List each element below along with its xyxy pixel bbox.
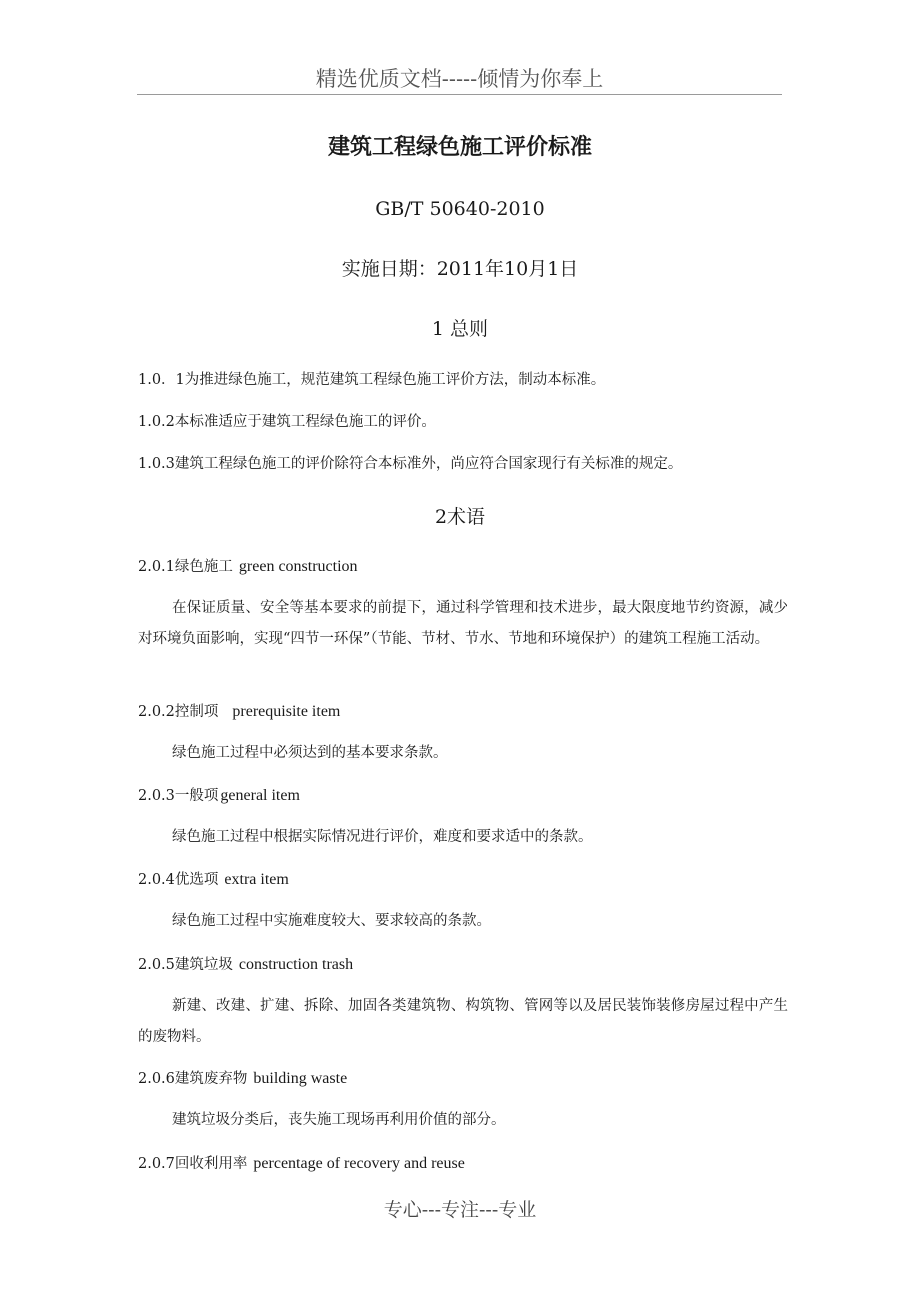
term-label: 2.0.5建筑垃圾 bbox=[138, 957, 233, 973]
document-title: 建筑工程绿色施工评价标准 bbox=[327, 134, 592, 160]
term-heading bbox=[138, 1153, 788, 1175]
term-heading bbox=[138, 785, 788, 807]
chapter-heading: 1 总则 bbox=[431, 318, 489, 340]
clause: 1.0．1为推进绿色施工，规范建筑工程绿色施工评价方法，制动本标准。 bbox=[138, 372, 606, 388]
term-english: percentage of recovery and reuse bbox=[253, 1155, 465, 1172]
term-english: construction trash bbox=[238, 956, 354, 973]
page-header: 精选优质文档-----倾情为你奉上 bbox=[315, 67, 604, 91]
term-definition: 绿色施工过程中根据实际情况进行评价，难度和要求适中的条款。 bbox=[172, 829, 593, 845]
term-english: general item bbox=[220, 787, 300, 804]
term-heading bbox=[138, 556, 788, 578]
term-label: 2.0.6建筑废弃物 bbox=[138, 1071, 248, 1087]
term-label: 2.0.7回收利用率 bbox=[138, 1156, 248, 1172]
term-label: 2.0.3一般项 bbox=[138, 788, 219, 804]
term-heading bbox=[138, 954, 788, 976]
clause: 1.0.3建筑工程绿色施工的评价除符合本标准外，尚应符合国家现行有关标准的规定。 bbox=[138, 456, 683, 472]
header-divider bbox=[137, 94, 782, 95]
term-definition: 新建、改建、扩建、拆除、加固各类建筑物、构筑物、管网等以及居民装饰装修房屋过程中产生的废物料。 bbox=[138, 998, 788, 1045]
effective-date: 实施日期：2011年10月1日 bbox=[341, 258, 579, 280]
term-definition: 建筑垃圾分类后，丧失施工现场再利用价值的部分。 bbox=[172, 1112, 506, 1128]
term-english: building waste bbox=[253, 1070, 348, 1087]
term-english: extra item bbox=[224, 871, 289, 888]
clause: 1.0.2本标准适应于建筑工程绿色施工的评价。 bbox=[138, 414, 436, 430]
term-definition: 绿色施工过程中必须达到的基本要求条款。 bbox=[172, 745, 448, 761]
chapter-heading: 2术语 bbox=[434, 506, 486, 528]
term-english: green construction bbox=[238, 558, 358, 575]
term-label: 2.0.2控制项 bbox=[138, 704, 219, 720]
term-heading bbox=[138, 701, 788, 723]
term-heading bbox=[138, 1068, 788, 1090]
term-label: 2.0.1绿色施工 bbox=[138, 559, 233, 575]
term-definition: 绿色施工过程中实施难度较大、要求较高的条款。 bbox=[172, 913, 491, 929]
page-footer: 专心---专注---专业 bbox=[383, 1199, 537, 1221]
term-label: 2.0.4优选项 bbox=[138, 872, 219, 888]
term-definition: 在保证质量、安全等基本要求的前提下，通过科学管理和技术进步，最大限度地节约资源，减少对环境负面影响，实现“四节一环保”（节能、节材、节水、节地和环境保护）的建筑工程施工活动。 bbox=[138, 600, 788, 647]
term-english: prerequisite item bbox=[232, 703, 341, 720]
term-heading bbox=[138, 869, 788, 891]
standard-code: GB/T 50640-2010 bbox=[375, 198, 545, 220]
